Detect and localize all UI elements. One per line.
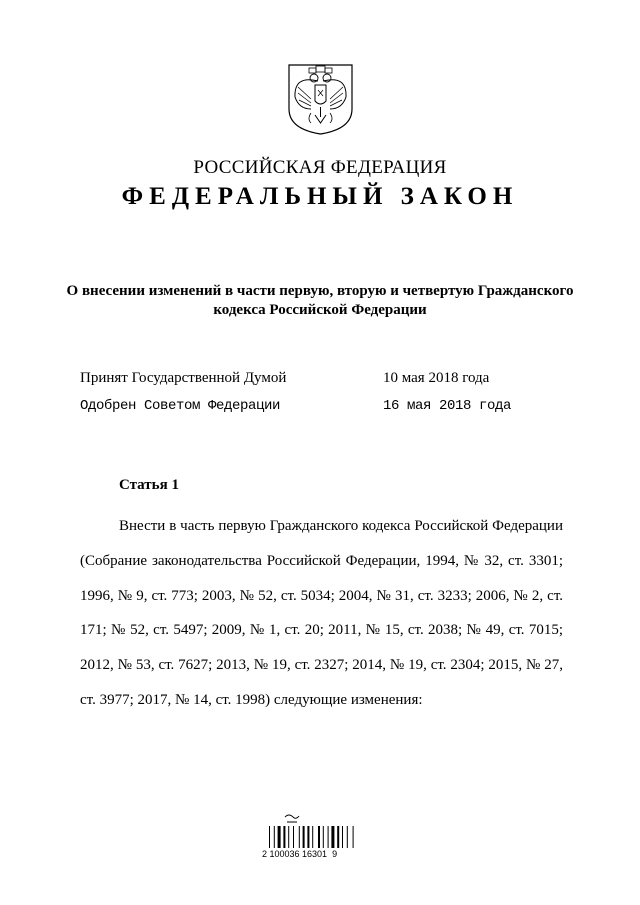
barcode-number: 2 100036 16301 9 xyxy=(262,849,338,859)
duma-adoption-date: 10 мая 2018 года xyxy=(383,370,490,386)
council-approval-label: Одобрен Советом Федерации xyxy=(80,398,281,414)
article-body: Внести в часть первую Гражданского кодекса Российской Федерации (Собрание законодательства Российской Федерации, 1994, № 32, ст. 3301; 1996, № 9, ст. 773; 2003, № 52, ст. 5034; 2004, № 31, ст. 3233; 2006, № 2, ст. 171; № 52, ст. 5497; 2009, № 1, ст. 20; 2011, № 15, ст. 2038; № 49, ст. 7015; 2012, № 53, ст. 7627; 2013, № 19, ст. 2327; 2014, № 19, ст. 2304; 2015, № 27, ст. 3977; 2017, № 14, ст. 1998) следующие изменения: xyxy=(80,518,563,708)
coat-of-arms-icon xyxy=(287,63,354,136)
council-approval-date: 16 мая 2018 года xyxy=(383,398,512,414)
article-heading: Статья 1 xyxy=(119,477,179,493)
state-name: РОССИЙСКАЯ ФЕДЕРАЦИЯ xyxy=(193,157,447,178)
law-title: О внесении изменений в части первую, вторую и четвертую Гражданского кодекса Российской Федерации xyxy=(66,283,574,318)
duma-adoption-label: Принят Государственной Думой xyxy=(80,370,287,386)
document-type: ФЕДЕРАЛЬНЫЙ ЗАКОН xyxy=(121,183,519,210)
